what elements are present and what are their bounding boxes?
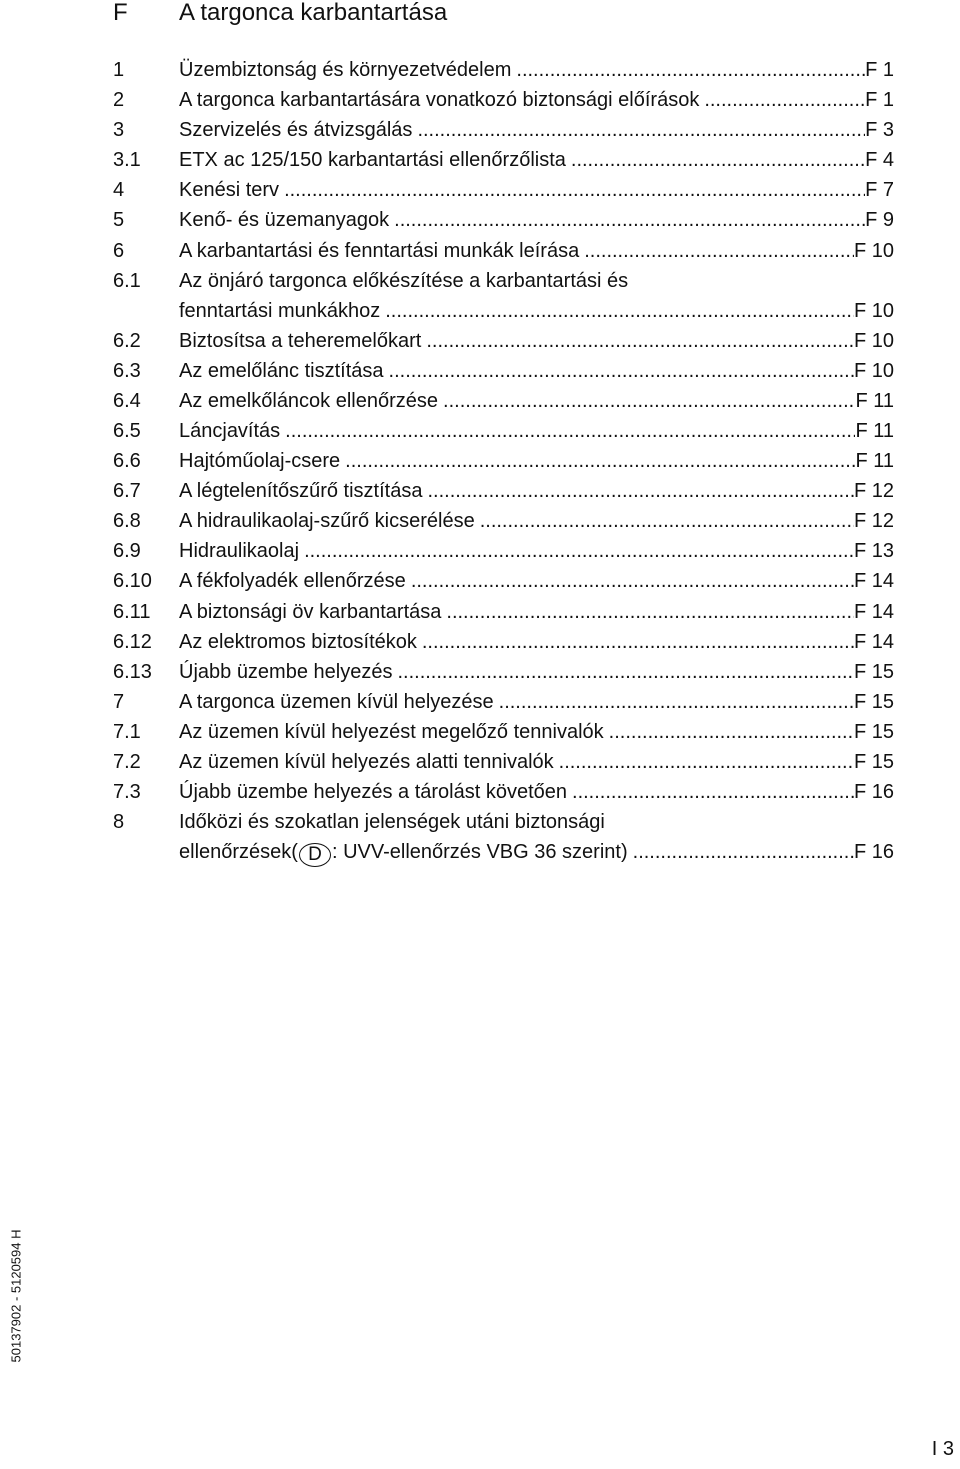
dot-leader (394, 205, 865, 235)
dot-leader (285, 416, 855, 446)
toc-entry[interactable] (113, 597, 894, 627)
toc-entry-title: Az emelkőláncok ellenőrzése (179, 389, 439, 412)
dot-leader (397, 657, 854, 687)
toc-entry[interactable] (113, 115, 894, 145)
toc-entry-page: F 12 (853, 480, 894, 503)
document-code: 50137902 - 5120594 H (8, 1229, 24, 1363)
toc-entry-title: Láncjavítás (179, 419, 281, 442)
toc-entry-number: 7.1 (113, 720, 141, 743)
toc-entry-title-cont (179, 837, 628, 867)
table-of-contents (113, 55, 894, 867)
toc-entry-page: F 16 (853, 841, 894, 864)
toc-entry-title: Az önjáró targonca előkészítése a karbantartási és (179, 269, 629, 292)
toc-entry-number: 2 (113, 89, 125, 112)
toc-entry-number: 6.11 (113, 600, 151, 623)
toc-entry-page: F 14 (853, 570, 894, 593)
toc-entry-number: 6.9 (113, 540, 141, 563)
toc-entry[interactable] (113, 326, 894, 356)
toc-entry-number: 4 (113, 179, 125, 202)
toc-entry-number: 3 (113, 119, 125, 142)
toc-entry[interactable] (113, 717, 894, 747)
dot-leader (633, 837, 854, 867)
toc-entry-page: F 1 (865, 89, 894, 112)
toc-entry[interactable] (113, 687, 894, 717)
toc-entry[interactable] (113, 446, 894, 476)
toc-entry-page: F 10 (853, 359, 894, 382)
dot-leader (304, 536, 854, 566)
toc-entry-page: F 4 (865, 149, 894, 172)
dot-leader (584, 236, 854, 266)
toc-entry-number: 3.1 (113, 149, 141, 172)
toc-entry-number: 6.4 (113, 389, 141, 412)
toc-entry-title: A karbantartási és fenntartási munkák leírása (179, 239, 580, 262)
toc-entry-title: Üzembiztonság és környezetvédelem (179, 59, 512, 81)
toc-entry-page: F 16 (853, 781, 894, 804)
toc-entry-title: A légtelenítőszűrő tisztítása (179, 480, 423, 503)
toc-entry-page: F 10 (853, 239, 894, 262)
page-number: I 3 (931, 1438, 954, 1460)
toc-entry-title: Kenő- és üzemanyagok (179, 209, 390, 232)
dot-leader (284, 175, 865, 205)
toc-entry-page: F 9 (865, 209, 894, 232)
toc-entry[interactable] (113, 236, 894, 266)
dot-leader (426, 326, 854, 356)
toc-entry[interactable] (113, 627, 894, 657)
toc-entry-title: fenntartási munkákhoz (179, 299, 381, 322)
toc-entry[interactable] (113, 386, 894, 416)
toc-entry-title: Hidraulikaolaj (179, 540, 300, 563)
dot-leader (427, 476, 854, 506)
country-mark-icon: D (299, 843, 331, 867)
toc-entry-number: 7.2 (113, 750, 141, 773)
dot-leader (385, 296, 854, 326)
toc-entry[interactable] (113, 807, 894, 867)
toc-entry-page: F 15 (853, 750, 894, 773)
toc-entry[interactable] (113, 536, 894, 566)
toc-entry-number: 8 (113, 811, 125, 834)
toc-entry-number: 7.3 (113, 781, 141, 804)
toc-entry[interactable] (113, 266, 894, 326)
toc-entry[interactable] (113, 416, 894, 446)
toc-entry-title: A hidraulikaolaj-szűrő kicserélése (179, 510, 475, 533)
toc-entry[interactable] (113, 55, 894, 85)
toc-entry-page: F 10 (853, 329, 894, 352)
dot-leader (609, 717, 854, 747)
toc-entry[interactable] (113, 476, 894, 506)
toc-entry-page: F 14 (853, 600, 894, 623)
toc-entry-number: 6.2 (113, 329, 141, 352)
toc-entry-page: F 11 (855, 389, 894, 412)
section-letter: F (113, 0, 128, 26)
toc-entry-page: F 15 (853, 720, 894, 743)
toc-entry-title: A targonca üzemen kívül helyezése (179, 690, 494, 713)
toc-entry[interactable] (113, 356, 894, 386)
toc-entry-number: 6.1 (113, 269, 141, 292)
toc-entry-title: Időközi és szokatlan jelenségek utáni biztonsági (179, 811, 605, 834)
toc-entry-number: 6.10 (113, 570, 152, 593)
toc-entry-number: 6.8 (113, 510, 141, 533)
toc-entry-page: F 1 (865, 59, 894, 81)
toc-entry[interactable] (113, 506, 894, 536)
dot-leader (572, 777, 854, 807)
dot-leader (704, 85, 865, 115)
dot-leader (516, 55, 865, 85)
toc-entry-number: 6.12 (113, 630, 152, 653)
section-title: A targonca karbantartása (179, 0, 448, 26)
toc-entry-title: A targonca karbantartására vonatkozó biztonsági előírások (179, 89, 700, 112)
toc-entry-page: F 11 (855, 419, 894, 442)
toc-entry-title: ETX ac 125/150 karbantartási ellenőrzőlista (179, 149, 566, 172)
toc-entry[interactable] (113, 205, 894, 235)
dot-leader (411, 566, 854, 596)
toc-entry-page: F 14 (853, 630, 894, 653)
dot-leader (480, 506, 854, 536)
dot-leader (345, 446, 855, 476)
toc-entry-page: F 11 (855, 450, 894, 473)
toc-entry-title: Biztosítsa a teheremelőkart (179, 329, 422, 352)
toc-entry-text: : UVV-ellenőrzés VBG 36 szerint) (331, 841, 628, 864)
toc-entry[interactable] (113, 777, 894, 807)
toc-entry-number: 6.6 (113, 450, 141, 473)
toc-entry-title: Az elektromos biztosítékok (179, 630, 417, 653)
dot-leader (443, 386, 855, 416)
toc-entry-page: F 13 (853, 540, 894, 563)
toc-entry-number: 6.13 (113, 660, 152, 683)
toc-entry-page: F 15 (853, 690, 894, 713)
toc-entry-number: 6.7 (113, 480, 141, 503)
toc-entry-title: A biztonsági öv karbantartása (179, 600, 442, 623)
toc-entry-title: Az üzemen kívül helyezés alatti tennivalók (179, 750, 554, 773)
toc-entry-title: A fékfolyadék ellenőrzése (179, 570, 406, 593)
toc-entry-page: F 7 (865, 179, 894, 202)
toc-entry-title: Hajtóműolaj-csere (179, 450, 341, 473)
toc-entry-number: 6.5 (113, 419, 141, 442)
toc-entry-number: 7 (113, 690, 125, 713)
dot-leader (422, 627, 854, 657)
toc-entry-page: F 10 (853, 299, 894, 322)
toc-entry[interactable] (113, 85, 894, 115)
dot-leader (499, 687, 854, 717)
toc-entry-title: Szervizelés és átvizsgálás (179, 119, 413, 142)
dot-leader (571, 145, 865, 175)
dot-leader (389, 356, 854, 386)
toc-entry-title: Az üzemen kívül helyezést megelőző tennivalók (179, 720, 604, 743)
toc-entry-page: F 3 (865, 119, 894, 142)
toc-entry[interactable] (113, 145, 894, 175)
toc-entry[interactable] (113, 175, 894, 205)
toc-entry-title: Az emelőlánc tisztítása (179, 359, 384, 382)
toc-entry-number: 1 (113, 59, 125, 81)
toc-entry-title: Újabb üzembe helyezés a tárolást követően (179, 781, 568, 804)
toc-entry[interactable] (113, 657, 894, 687)
toc-entry-text: ellenőrzések( (179, 841, 298, 864)
toc-entry[interactable] (113, 566, 894, 596)
dot-leader (446, 597, 854, 627)
toc-entry-title: Újabb üzembe helyezés (179, 660, 393, 683)
toc-entry-number: 5 (113, 209, 125, 232)
dot-leader (417, 115, 865, 145)
toc-entry-title: Kenési terv (179, 179, 280, 202)
toc-entry-page: F 12 (853, 510, 894, 533)
toc-entry[interactable] (113, 747, 894, 777)
dot-leader (559, 747, 854, 777)
toc-entry-number: 6 (113, 239, 125, 262)
toc-entry-number: 6.3 (113, 359, 141, 382)
toc-entry-page: F 15 (853, 660, 894, 683)
